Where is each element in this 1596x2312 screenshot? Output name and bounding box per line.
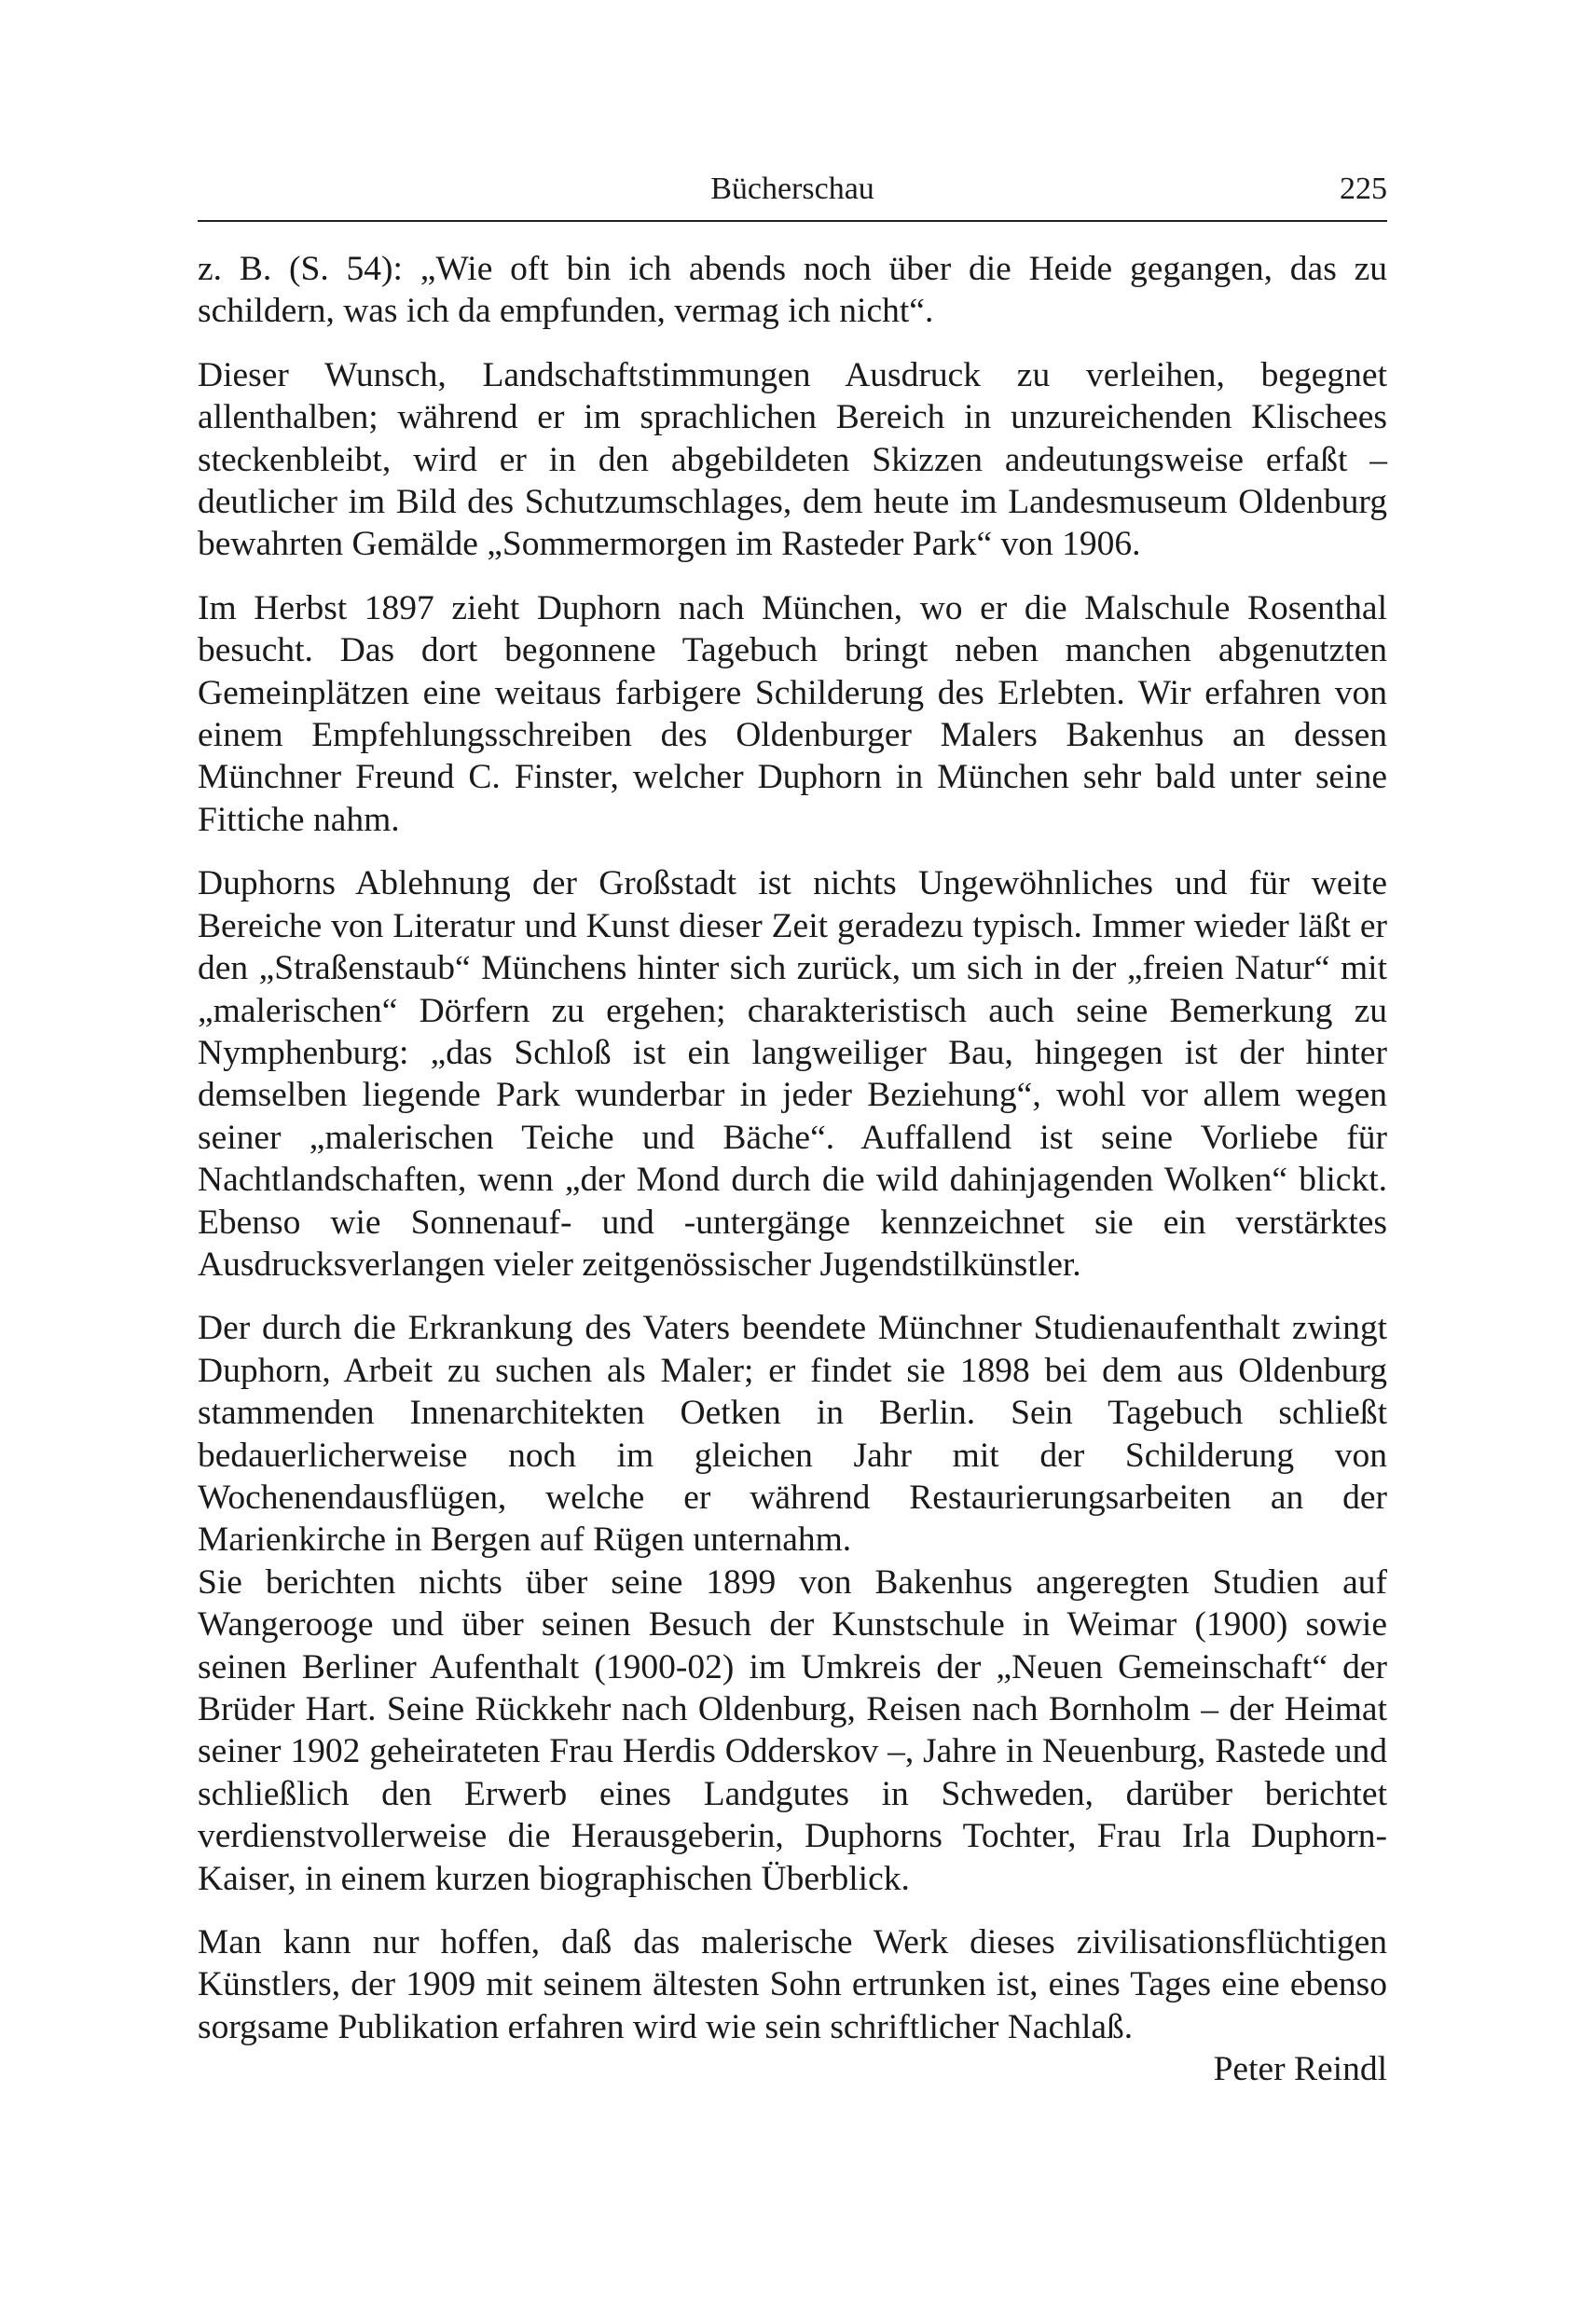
page-number: 225 xyxy=(1340,172,1387,206)
paragraph-berlin: Der durch die Erkrankung des Vaters beendete Münchner Studienaufenthalt zwingt Duphorn, Arbeit zu suchen als Maler; er findet sie 1898 bei dem aus Oldenburg stammenden Innenarchitekten Oetken in Berlin. Sein Tagebuch schließt bedauerlicherweise noch im gleichen Jahr mit der Schilderung von Wochenendausflügen, welche er während Restaurierungsarbeiten an der Marienkirche in Bergen auf Rügen unternahm. xyxy=(198,1309,1387,1560)
header-rule xyxy=(198,220,1387,222)
paragraph-munich: Im Herbst 1897 zieht Duphorn nach München, wo er die Malschule Rosenthal besucht. Das dort begonnene Tagebuch bringt neben manchen abgenutzten Gemeinplätzen eine weitaus farbigere Schilderung des Erlebten. Wir erfahren von einem Empfehlungsschreiben des Oldenburger Malers Bakenhus an dessen Münchner Freund C. Finster, welcher Duphorn in München sehr bald unter seine Fittiche nahm. xyxy=(198,588,1387,839)
paragraph-landscape-moods: Dieser Wunsch, Landschaftstimmungen Ausdruck zu verleihen, begegnet allenthalben; während er im sprachlichen Bereich in unzureichenden Klischees steckenbleibt, wird er in den abgebildeten Skizzen andeutungsweise erfaßt – deutlicher im Bild des Schutzumschlages, dem heute im Landesmuseum Oldenburg bewahrten Gemälde „Sommermorgen im Rasteder Park“ von 1906. xyxy=(198,355,1387,564)
paragraph-later-life: Sie berichten nichts über seine 1899 von Bakenhus angeregten Studien auf Wangerooge und über seinen Besuch der Kunstschule in Weimar (1900) sowie seinen Berliner Aufenthalt (1900-02) im Umkreis der „Neuen Gemeinschaft“ der Brüder Hart. Seine Rückkehr nach Oldenburg, Reisen nach Bornholm – der Heimat seiner 1902 geheirateten Frau Herdis Odderskov –, Jahre in Neuenburg, Rastede und schließlich den Erwerb eines Landgutes in Schweden, darüber berichtet verdienstvollerweise die Herausgeberin, Duphorns Tochter, Frau Irla Duphorn-Kaiser, in einem kurzen biographischen Überblick. xyxy=(198,1562,1387,1898)
paragraph-quote: z. B. (S. 54): „Wie oft bin ich abends noch über die Heide gegangen, das zu schildern, was ich da empfunden, vermag ich nicht“. xyxy=(198,250,1387,331)
author-signature: Peter Reindl xyxy=(1213,2050,1387,2089)
running-header xyxy=(198,166,1387,213)
review-text xyxy=(198,248,1387,2091)
paragraph-conclusion: Man kann nur hoffen, daß das malerische Werk dieses zivilisationsflüchtigen Künstlers, der 1909 mit seinem ältesten Sohn ertrunken ist, eines Tages eine ebenso sorgsame Publikation erfahren wird wie sein schriftlicher Nachlaß. xyxy=(198,1923,1387,2046)
running-title: Bücherschau xyxy=(710,172,874,206)
paragraph-city-rejection: Duphorns Ablehnung der Großstadt ist nichts Ungewöhnliches und für weite Bereiche von Literatur und Kunst dieser Zeit geradezu typisch. Immer wieder läßt er den „Straßenstaub“ Münchens hinter sich zurück, um sich in der „freien Natur“ mit „malerischen“ Dörfern zu ergehen; charakteristisch auch seine Bemerkung zu Nymphenburg: „das Schloß ist ein langweiliger Bau, hingegen ist der hinter demselben liegende Park wunderbar in jeder Beziehung“, wohl vor allem wegen seiner „malerischen Teiche und Bäche“. Auffallend ist seine Vorliebe für Nachtlandschaften, wenn „der Mond durch die wild dahinjagenden Wolken“ blickt. Ebenso wie Sonnenauf- und -untergänge kennzeichnet sie ein verstärktes Ausdrucksverlangen vieler zeitgenössischer Jugendstilkünstler. xyxy=(198,864,1387,1284)
